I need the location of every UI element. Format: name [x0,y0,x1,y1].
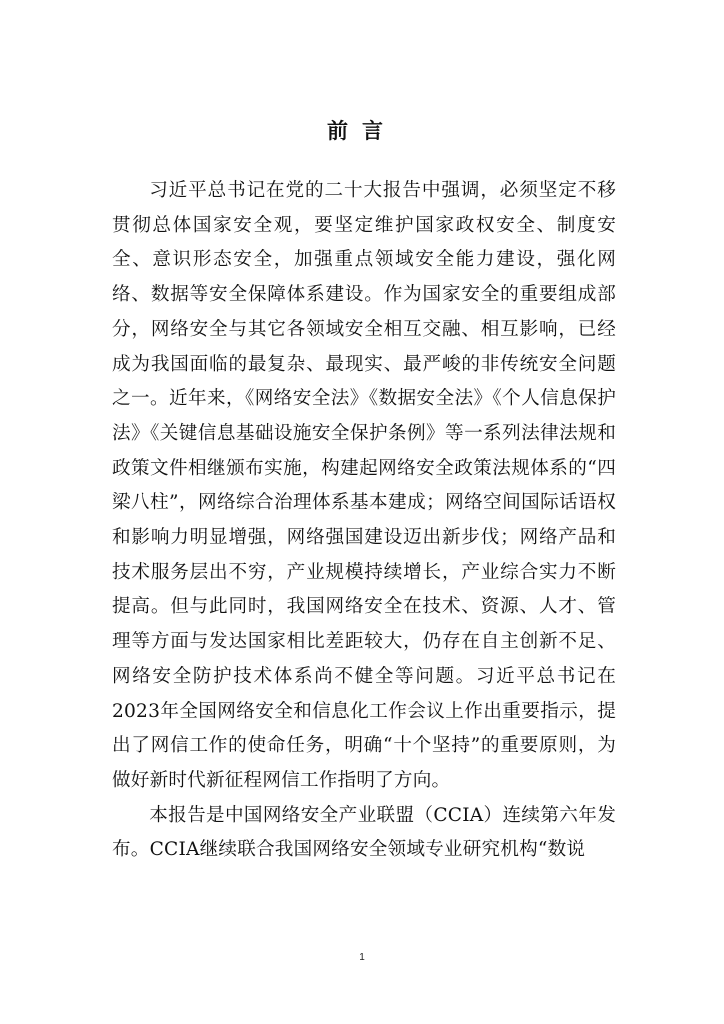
paragraph-2: 本报告是中国网络安全产业联盟（CCIA）连续第六年发布。CCIA继续联合我国网络安全领域专业研究机构“数说 [112,804,616,861]
paragraph-1: 习近平总书记在党的二十大报告中强调，必须坚定不移贯彻总体国家安全观，要坚定维护国家政权安全、制度安全、意识形态安全，加强重点领域安全能力建设，强化网络、数据等安全保障体系建设。作为国家安全的重要组成部分，网络安全与其它各领域安全相互交融、相互影响，已经成为我国面临的最复杂、最现实、最严峻的非传统安全问题之一。近年来，《网络安全法》《数据安全法》《个人信息保护法》《关键信息基础设施安全保护条例》等一系列法律法规和政策文件相继颁布实施，构建起网络安全政策法规体系的“四梁八柱”，网络综合治理体系基本建成；网络空间国际话语权和影响力明显增强，网络强国建设迈出新步伐；网络产品和技术服务层出不穷，产业规模持续增长，产业综合实力不断提高。但与此同时，我国网络安全在技术、资源、人才、管理等方面与发达国家相比差距较大，仍存在自主创新不足、网络安全防护技术体系尚不健全等问题。习近平总书记在2023年全国网络安全和信息化工作会议上作出重要指示，提出了网信工作的使命任务，明确“十个坚持”的重要原则，为做好新时代新征程网信工作指明了方向。 [112,180,616,791]
document-body [112,174,616,868]
page-number: 1 [359,952,365,963]
page-title: 前言 [327,118,397,143]
